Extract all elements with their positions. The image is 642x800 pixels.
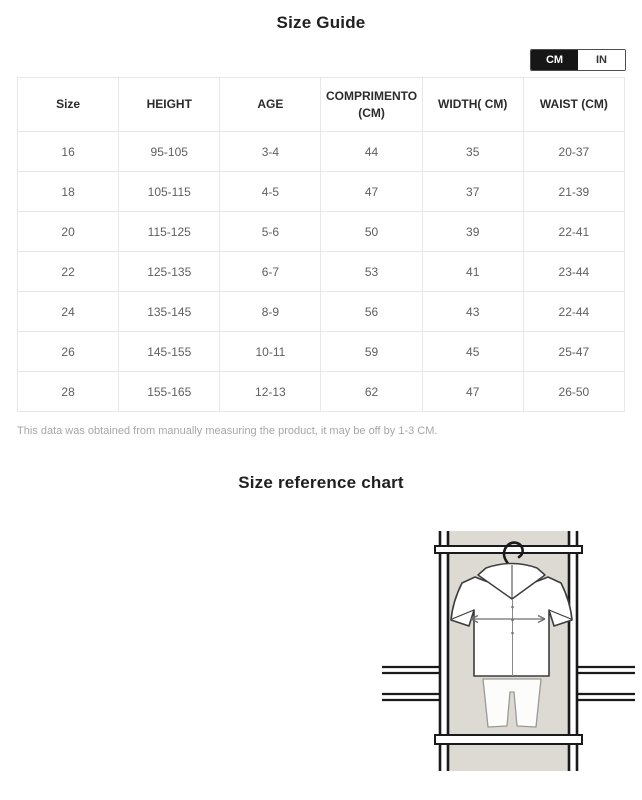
column-header: WIDTH( CM) <box>422 78 523 132</box>
table-cell: 95-105 <box>119 132 220 172</box>
size-table <box>17 77 625 412</box>
table-cell: 41 <box>422 252 523 292</box>
table-row <box>18 132 625 172</box>
page-title: Size Guide <box>276 13 366 32</box>
size-table-body <box>18 132 625 412</box>
table-cell: 16 <box>18 132 119 172</box>
table-cell: 20-37 <box>523 132 624 172</box>
table-row <box>18 212 625 252</box>
table-cell: 5-6 <box>220 212 321 252</box>
column-header: WAIST (CM) <box>523 78 624 132</box>
table-cell: 62 <box>321 372 422 412</box>
table-cell: 21-39 <box>523 172 624 212</box>
table-cell: 59 <box>321 332 422 372</box>
table-cell: 4-5 <box>220 172 321 212</box>
table-cell: 6-7 <box>220 252 321 292</box>
table-cell: 23-44 <box>523 252 624 292</box>
table-cell: 39 <box>422 212 523 252</box>
table-cell: 50 <box>321 212 422 252</box>
table-cell: 135-145 <box>119 292 220 332</box>
unit-toggle <box>530 49 626 71</box>
table-cell: 155-165 <box>119 372 220 412</box>
table-cell: 22-41 <box>523 212 624 252</box>
column-header: HEIGHT <box>119 78 220 132</box>
table-cell: 26-50 <box>523 372 624 412</box>
wardrobe-illustration <box>378 521 638 791</box>
table-cell: 45 <box>422 332 523 372</box>
table-cell: 56 <box>321 292 422 332</box>
header-row <box>18 78 625 132</box>
table-cell: 44 <box>321 132 422 172</box>
section-title-size-reference: Size reference chart <box>238 473 404 492</box>
table-cell: 125-135 <box>119 252 220 292</box>
table-cell: 43 <box>422 292 523 332</box>
table-cell: 10-11 <box>220 332 321 372</box>
unit-in-button[interactable]: IN <box>578 50 625 70</box>
table-cell: 26 <box>18 332 119 372</box>
column-header: COMPRIMENTO (CM) <box>321 78 422 132</box>
table-cell: 24 <box>18 292 119 332</box>
table-cell: 3-4 <box>220 132 321 172</box>
table-cell: 105-115 <box>119 172 220 212</box>
table-cell: 8-9 <box>220 292 321 332</box>
table-cell: 18 <box>18 172 119 212</box>
table-row <box>18 372 625 412</box>
unit-toggle-row <box>0 49 626 71</box>
table-row <box>18 332 625 372</box>
table-cell: 28 <box>18 372 119 412</box>
table-row <box>18 252 625 292</box>
table-cell: 22 <box>18 252 119 292</box>
table-cell: 12-13 <box>220 372 321 412</box>
column-header: Size <box>18 78 119 132</box>
table-row <box>18 172 625 212</box>
table-cell: 47 <box>422 372 523 412</box>
table-cell: 47 <box>321 172 422 212</box>
table-row <box>18 292 625 332</box>
column-header: AGE <box>220 78 321 132</box>
table-cell: 25-47 <box>523 332 624 372</box>
table-cell: 35 <box>422 132 523 172</box>
table-cell: 20 <box>18 212 119 252</box>
table-cell: 145-155 <box>119 332 220 372</box>
table-cell: 37 <box>422 172 523 212</box>
unit-cm-button[interactable]: CM <box>531 50 578 70</box>
table-cell: 115-125 <box>119 212 220 252</box>
table-cell: 53 <box>321 252 422 292</box>
size-table-head <box>18 78 625 132</box>
table-footnote: This data was obtained from manually measuring the product, it may be off by 1-3 CM. <box>17 425 438 437</box>
table-cell: 22-44 <box>523 292 624 332</box>
illustration-row <box>0 521 642 797</box>
